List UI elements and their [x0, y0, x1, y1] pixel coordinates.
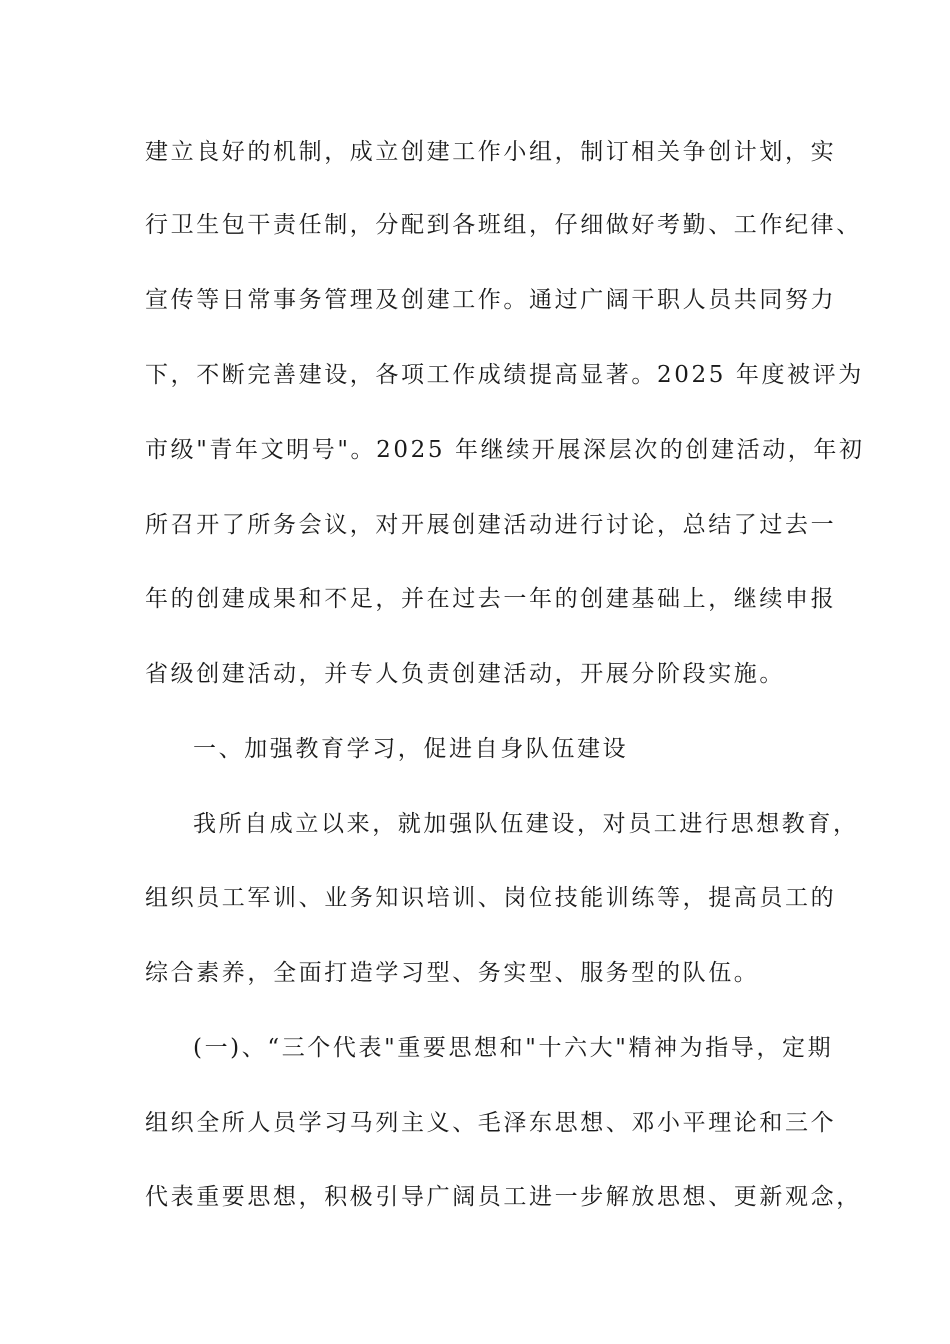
paragraph-line: 组织全所人员学习马列主义、毛泽东思想、邓小平理论和三个 [145, 1110, 837, 1136]
paragraph-line: 所召开了所务会议，对开展创建活动进行讨论，总结了过去一 [145, 512, 837, 538]
paragraph-line: 下，不断完善建设，各项工作成绩提高显著。2025 年度被评为 [145, 362, 864, 388]
paragraph-line: 代表重要思想，积极引导广阔员工进一步解放思想、更新观念， [145, 1184, 862, 1210]
paragraph-line: 我所自成立以来，就加强队伍建设，对员工进行思想教育， [193, 811, 859, 837]
paragraph-line: 年的创建成果和不足，并在过去一年的创建基础上，继续申报 [145, 586, 837, 612]
paragraph-line: 建立良好的机制，成立创建工作小组，制订相关争创计划，实 [145, 139, 837, 165]
paragraph-line: 宣传等日常事务管理及创建工作。通过广阔干职人员共同努力 [145, 287, 837, 313]
paragraph-line: 综合素养，全面打造学习型、务实型、服务型的队伍。 [145, 960, 760, 986]
section-heading: 一、加强教育学习，促进自身队伍建设 [193, 736, 629, 762]
paragraph-line: (一)、“三个代表"重要思想和"十六大"精神为指导，定期 [193, 1035, 834, 1061]
paragraph-line: 行卫生包干责任制，分配到各班组，仔细做好考勤、工作纪律、 [145, 212, 862, 238]
paragraph-line: 省级创建活动，并专人负责创建活动，开展分阶段实施。 [145, 661, 785, 687]
paragraph-line: 组织员工军训、业务知识培训、岗位技能训练等，提高员工的 [145, 885, 837, 911]
paragraph-line: 市级"青年文明号"。2025 年继续开展深层次的创建活动，年初 [145, 437, 865, 463]
